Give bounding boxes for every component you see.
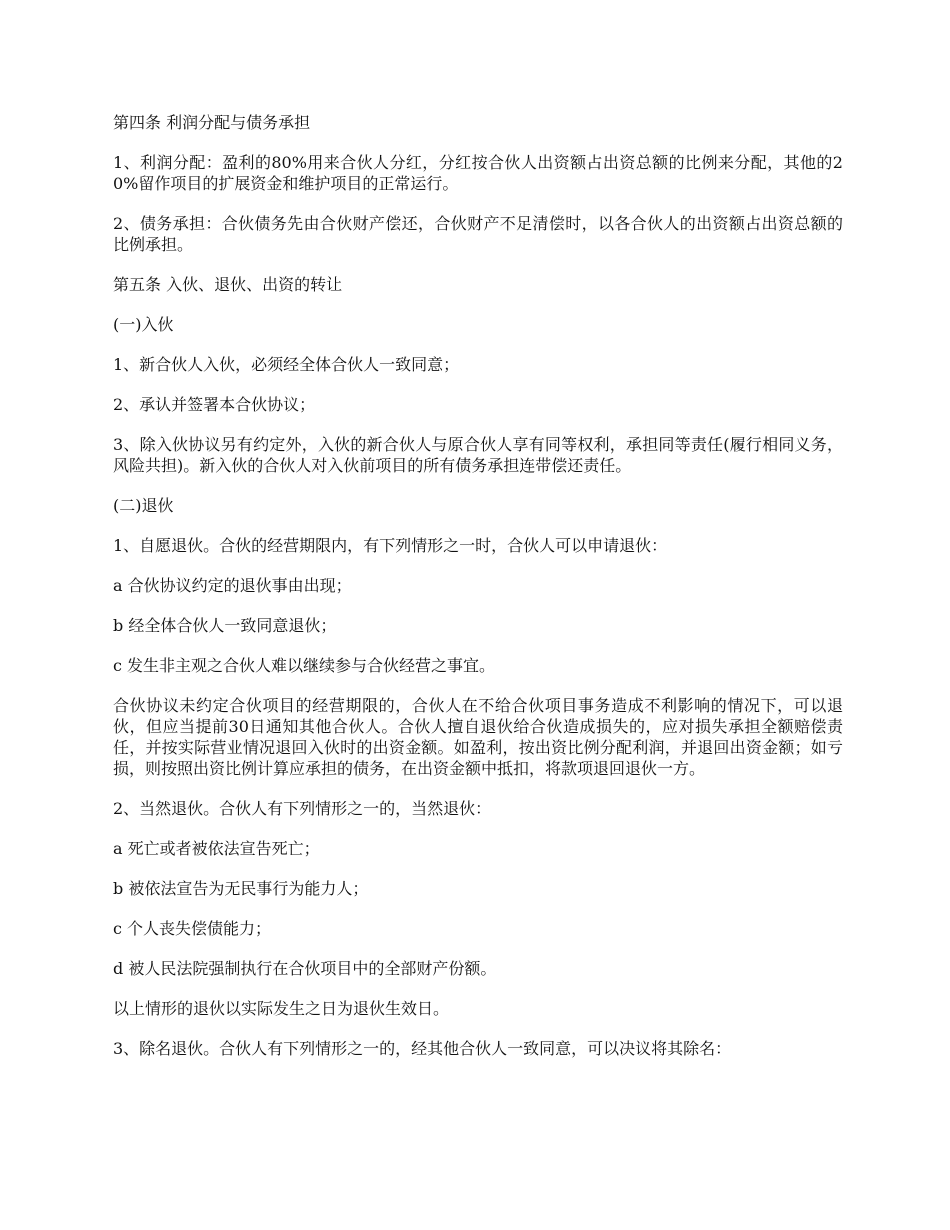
- profit-distribution-paragraph: 1、利润分配：盈利的80%用来合伙人分红，分红按合伙人出资额占出资总额的比例来分配，其他的20%留作项目的扩展资金和维护项目的正常运行。: [113, 153, 843, 193]
- automatic-withdrawal-paragraph: 2、当然退伙。合伙人有下列情形之一的，当然退伙：: [113, 799, 492, 818]
- voluntary-condition-a: a 合伙协议约定的退伙事由出现；: [113, 576, 352, 595]
- automatic-condition-c: c 个人丧失偿债能力；: [113, 919, 272, 938]
- joining-item-3: 3、除入伙协议另有约定外，入伙的新合伙人与原合伙人享有同等权利，承担同等责任(履行相同义务，风险共担)。新入伙的合伙人对入伙前项目的所有债务承担连带偿还责任。: [113, 435, 843, 475]
- voluntary-condition-b: b 经全体合伙人一致同意退伙；: [113, 616, 337, 635]
- document-body: [113, 112, 843, 1078]
- automatic-condition-a: a 死亡或者被依法宣告死亡；: [113, 839, 320, 858]
- effective-date-paragraph: 以上情形的退伙以实际发生之日为退伙生效日。: [113, 999, 450, 1018]
- article-4-heading: 第四条 利润分配与债务承担: [113, 113, 311, 132]
- voluntary-condition-c: c 发生非主观之合伙人难以继续参与合伙经营之事宜。: [113, 656, 496, 675]
- automatic-condition-d: d 被人民法院强制执行在合伙项目中的全部财产份额。: [113, 959, 497, 978]
- joining-item-2: 2、承认并签署本合伙协议；: [113, 395, 316, 414]
- joining-subheading: (一)入伙: [113, 315, 174, 334]
- withdrawal-subheading: (二)退伙: [113, 496, 174, 515]
- automatic-condition-b: b 被依法宣告为无民事行为能力人；: [113, 879, 369, 898]
- joining-item-1: 1、新合伙人入伙，必须经全体合伙人一致同意；: [113, 355, 460, 374]
- debt-liability-paragraph: 2、债务承担：合伙债务先由合伙财产偿还，合伙财产不足清偿时，以各合伙人的出资额占出资总额的比例承担。: [113, 214, 843, 254]
- unspecified-term-paragraph: 合伙协议未约定合伙项目的经营期限的，合伙人在不给合伙项目事务造成不利影响的情况下，可以退伙，但应当提前30日通知其他合伙人。合伙人擅自退伙给合伙造成损失的，应对损失承担全额赔偿责任，并按实际营业情况退回入伙时的出资金额。如盈利，按出资比例分配利润，并退回出资金额；如亏损，则按照出资比例计算应承担的债务，在出资金额中抵扣，将款项退回退伙一方。: [113, 696, 843, 778]
- expulsion-withdrawal-paragraph: 3、除名退伙。合伙人有下列情形之一的，经其他合伙人一致同意，可以决议将其除名：: [113, 1039, 732, 1058]
- article-5-heading: 第五条 入伙、退伙、出资的转让: [113, 275, 343, 294]
- voluntary-withdrawal-paragraph: 1、自愿退伙。合伙的经营期限内，有下列情形之一时，合伙人可以申请退伙：: [113, 536, 668, 555]
